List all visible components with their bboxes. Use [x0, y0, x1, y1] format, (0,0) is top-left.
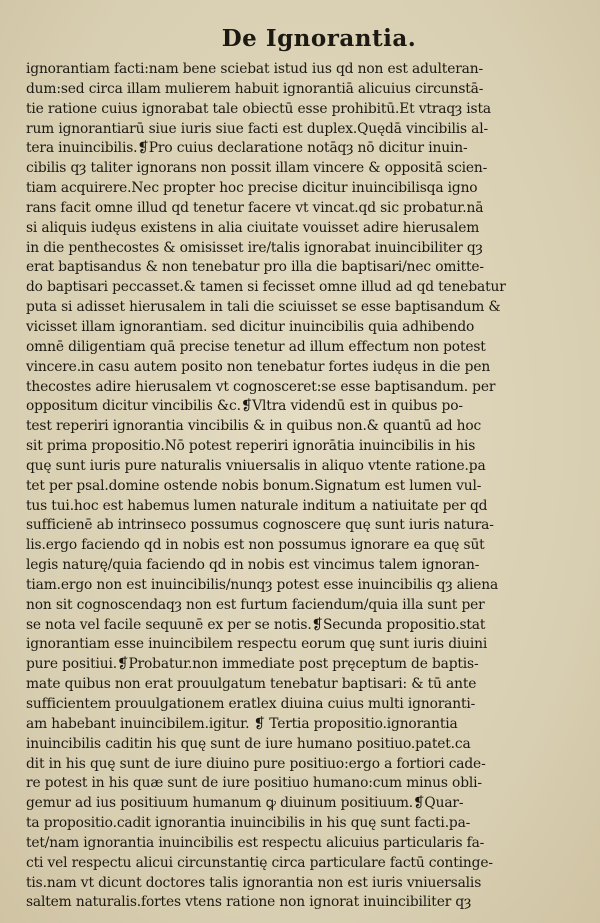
text-line: lis.ergo faciendo qd in nobis est non possumus ignorare ea quę sūt — [26, 537, 485, 554]
text-line: tis.nam vt dicunt doctores talis ignorantia non est iuris vniuersalis — [26, 874, 482, 891]
text-line: erat baptisandus & non tenebatur pro illa die baptisari/nec omitte- — [26, 259, 484, 276]
text-line: ignorantiam esse inuincibilem respectu eorum quę sunt iuris diuini — [26, 636, 488, 653]
body-text — [26, 60, 578, 913]
text-line: cti vel respectu alicui circunstantię circa particulare factū continge- — [26, 854, 493, 871]
text-line: thecostes adire hierusalem vt cognosceret:se esse baptisandum. per — [26, 378, 496, 395]
page-heading: De Ignorantia. — [221, 25, 417, 52]
text-line: sufficientem prouulgationem eratlex diuina cuius multi ignoranti- — [26, 696, 476, 712]
text-line: sit prima propositio.Nō potest reperiri ignorātia inuincibilis in his — [26, 438, 476, 455]
text-line: oppositum dicitur vincibilis &c.❡Vltra videndū est in quibus po- — [26, 398, 463, 415]
text-line: omnē diligentiam quā precise tenetur ad illum effectum non potest — [26, 338, 486, 355]
text-line: tus tui.hoc est habemus lumen naturale inditum a natiuitate per qd — [26, 497, 488, 514]
text-line: legis naturę/quia faciendo qd in nobis est vincimus talem ignoran- — [26, 557, 480, 574]
text-line: pure positiui.❡Probatur.non immediate post pręceptum de baptis- — [26, 656, 479, 673]
text-line: tera inuincibilis.❡Pro cuius declaratione notāqȝ nō dicitur inuin- — [26, 140, 468, 157]
text-line: tiam.ergo non est inuincibilis/nunqȝ potest esse inuincibilis qȝ aliena — [26, 576, 499, 593]
text-line: puta si adisset hierusalem in tali die sciuisset se esse baptisandum & — [26, 299, 501, 316]
text-line: cibilis qȝ taliter ignorans non possit illam vincere & oppositā scien- — [26, 160, 488, 177]
text-line: rans facit omne illud qd tenetur facere vt vincat.qd sic probatur.nā — [26, 199, 484, 216]
text-line: tie ratione cuius ignorabat tale obiectū esse prohibitū.Et vtraqȝ ista — [26, 100, 491, 117]
text-line: inuincibilis caditin his quę sunt de iure humano positiuo.patet.ca — [26, 735, 471, 752]
text-line: saltem naturalis.fortes vtens ratione non ignorat inuincibiliter qȝ — [26, 894, 472, 911]
text-line: test reperiri ignorantia vincibilis & in quibus non.& quantū ad hoc — [26, 418, 482, 435]
text-line: in die penthecostes & omisisset ire/talis ignorabat inuincibiliter qȝ — [26, 239, 483, 256]
text-line: vicisset illam ignorantiam. sed dicitur inuincibilis quia adhibendo — [26, 318, 475, 335]
text-line: se nota vel facile sequunē ex per se notis.❡Secunda propositio.stat — [26, 616, 486, 633]
text-line: quę sunt iuris pure naturalis vniuersalis in aliquo vtente ratione.pa — [26, 457, 486, 474]
text-line: gemur ad ius positiuum humanum ꝙ diuinum positiuum.❡Quar- — [26, 795, 464, 812]
text-line: vincere.in casu autem posito non tenebatur fortes iudęus in die pen — [26, 358, 491, 375]
text-line: si aliquis iudęus existens in alia ciuitate vouisset adire hierusalem — [26, 219, 480, 236]
text-line: rum ignorantiarū siue iuris siue facti est duplex.Quędā vincibilis al- — [26, 120, 489, 137]
text-line: dit in his quę sunt de iure diuino pure positiuo:ergo a fortiori cade- — [26, 755, 486, 772]
text-line: mate quibus non erat prouulgatum tenebatur baptisari: & tū ante — [26, 676, 477, 693]
text-line: re potest in his quæ sunt de iure positiuo humano:cum minus obli- — [26, 775, 482, 792]
text-line: am habebant inuincibilem.igitur. ❡ Tertia propositio.ignorantia — [26, 715, 458, 732]
text-line: tet/nam ignorantia inuincibilis est respectu alicuius particularis fa- — [26, 834, 485, 851]
text-line: tet per psal.domine ostende nobis bonum.Signatum est lumen vul- — [26, 477, 482, 494]
text-line: sufficienē ab intrinseco possumus cognoscere quę sunt iuris natura- — [26, 517, 494, 534]
text-line: dum:sed circa illam mulierem habuit ignorantiā alicuius circunstā- — [26, 80, 484, 97]
text-line: do baptisari peccasset.& tamen si fecisset omne illud ad qd tenebatur — [26, 279, 506, 296]
text-line: non sit cognoscendaqȝ non est furtum faciendum/quia illa sunt per — [26, 596, 485, 613]
text-line: tiam acquirere.Nec propter hoc precise dicitur inuincibilisqa igno — [26, 180, 478, 197]
text-line: ta propositio.cadit ignorantia inuincibilis in his quę sunt facti.pa- — [26, 815, 471, 832]
text-line: ignorantiam facti:nam bene sciebat istud ius qd non est adulteran- — [26, 61, 483, 77]
